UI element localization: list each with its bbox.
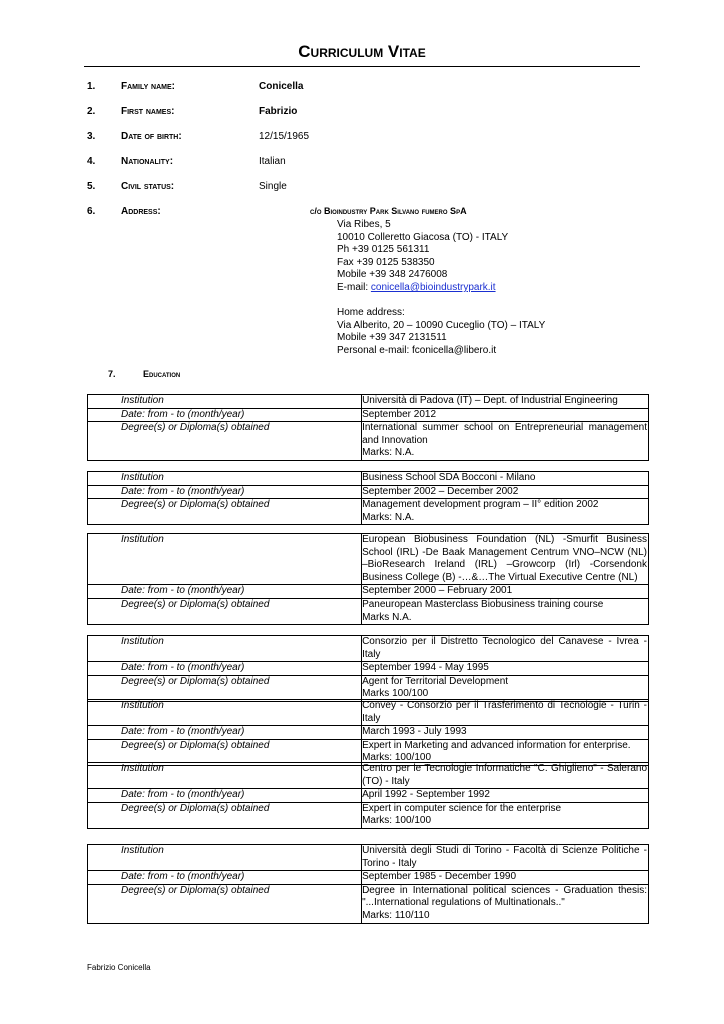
education-row-degree [88,802,648,828]
address-block [337,219,545,358]
row-value: September 1994 - May 1995 [361,662,648,675]
field-label: First names: [121,106,175,117]
education-entry [87,394,649,461]
row-value: September 2002 – December 2002 [361,486,648,499]
row-label: Date: from - to (month/year) [121,408,245,420]
row-label: Degree(s) or Diploma(s) obtained [121,422,270,434]
row-value-line: European Biobusiness Foundation (NL) -Smurfit Business School (IRL) -De Baak Management Centrum VNO–NCW (NL) –BioResearch Ireland (IRL) –Growcorp (Irl) -Corsendonk Business College (B) -…&…The Virtual Executive Centre (NL) [362,534,647,583]
home-address-street: Via Alberito, 20 – 10090 Cuceglio (TO) – ITALY [337,319,546,331]
row-value-line: Expert in Marketing and advanced information for enterprise. [362,739,631,751]
education-heading [108,369,181,379]
address-spacer [337,295,545,308]
row-label: Date: from - to (month/year) [121,585,245,597]
address-fax: Fax +39 0125 538350 [337,256,435,268]
row-value [361,422,648,460]
home-address-label: Home address: [337,307,405,319]
field-label: Nationality: [121,156,174,167]
field-value: Italian [259,156,286,167]
field-number: 2. [87,106,96,117]
education-row-date [88,788,648,802]
row-label: Institution [121,636,164,647]
row-value [361,472,648,485]
education-row-date [88,725,648,739]
education-entry [87,844,649,924]
row-value-line: Expert in computer science for the enterprise [362,802,562,814]
row-label: Degree(s) or Diploma(s) obtained [121,884,270,896]
education-entry [87,699,649,766]
education-row-degree [88,498,648,524]
row-value-line: Marks: 100/100 [362,752,432,764]
row-label: Institution [121,534,164,545]
row-label: Institution [121,763,164,774]
row-value [361,599,648,624]
row-value-line: Consorzio per il Distretto Tecnologico del Canavese - Ivrea - Italy [362,636,647,660]
field-number: 5. [87,181,96,192]
row-label: Date: from - to (month/year) [121,485,245,497]
row-value-line: Convey - Consorzio per il Trasferimento di Tecnologie - Turin - Italy [362,700,647,724]
education-entry [87,533,649,625]
row-value [361,845,648,870]
field-number: 4. [87,156,96,167]
row-label: Institution [121,472,164,483]
education-row-date [88,584,648,598]
field-number: 1. [87,81,96,92]
education-row-date [88,408,648,422]
field-nationality [87,156,647,170]
address-phone: Ph +39 0125 561311 [337,244,430,256]
row-value-line: Marks 100/100 [362,688,429,700]
row-label: Date: from - to (month/year) [121,789,245,801]
address-email-line [337,282,545,295]
education-row-degree [88,598,648,624]
row-value-line: Paneuropean Masterclass Biobusiness training course [362,598,604,610]
field-label: Civil status: [121,181,175,192]
education-row-institution [88,472,648,485]
row-label: Institution [121,395,164,406]
email-link[interactable]: conicella@bioindustrypark.it [370,281,496,293]
row-label: Date: from - to (month/year) [121,662,245,674]
row-value-line: Marks: N.A. [362,447,415,459]
row-value: September 2000 – February 2001 [361,585,648,598]
education-entry [87,635,649,702]
education-entry [87,762,649,829]
footer-author: Fabrizio Conicella [87,963,151,972]
row-value-line: Centro per le Tecnologie Informatiche "C. Ghiglieno" - Salerano (TO) - Italy [362,763,647,787]
address-street: Via Ribes, 5 [337,219,391,230]
row-label: Degree(s) or Diploma(s) obtained [121,598,270,610]
field-value: Single [259,181,287,192]
education-row-institution [88,700,648,725]
field-first-names [87,106,647,120]
row-value-line: Marks: 100/100 [362,815,432,827]
row-label: Degree(s) or Diploma(s) obtained [121,802,270,814]
personal-email: Personal e-mail: fconicella@libero.it [337,344,497,356]
row-value: September 1985 - December 1990 [361,871,648,884]
section-label: Education [143,369,181,379]
row-value-line: Degree in International political sciences - Graduation thesis: "...International regulations of Multinationals.." [362,884,647,909]
row-value-line: International summer school on Entrepreneurial management and Innovation [362,422,647,446]
row-value-line: Management development program – II° edition 2002 [362,499,599,511]
field-label: Date of birth: [121,131,182,142]
row-value [361,534,648,584]
education-row-degree [88,675,648,701]
row-value-line: Business School SDA Bocconi - Milano [362,472,536,483]
row-label: Degree(s) or Diploma(s) obtained [121,675,270,687]
field-number: 3. [87,131,96,142]
education-row-date [88,485,648,499]
row-value: September 2012 [361,409,648,422]
row-label: Institution [121,845,164,856]
education-entry [87,471,649,525]
row-value: March 1993 - July 1993 [361,726,648,739]
row-value [361,885,648,923]
row-label: Degree(s) or Diploma(s) obtained [121,499,270,511]
field-label: Family name: [121,81,175,92]
education-row-date [88,661,648,675]
row-label: Degree(s) or Diploma(s) obtained [121,739,270,751]
field-value: Fabrizio [259,106,298,117]
education-row-institution [88,395,648,408]
address-company: c/o Bioindustry Park Silvano fumero SpA [310,206,467,216]
row-label: Date: from - to (month/year) [121,726,245,738]
row-value [361,395,648,408]
education-row-degree [88,884,648,923]
email-label: E-mail: [337,281,371,293]
field-value: Conicella [259,81,304,92]
row-value [361,499,648,524]
field-label: Address: [121,206,161,217]
section-number: 7. [108,369,116,379]
row-value [361,763,648,788]
education-row-institution [88,845,648,870]
title-divider [84,66,640,67]
row-value-line: Marks: N.A. [362,511,415,523]
row-value-line: Università degli Studi di Torino - Facoltà di Scienze Politiche - Torino - Italy [362,845,647,869]
row-value-line: Marks N.A. [362,611,412,623]
field-civil-status [87,181,647,195]
row-value-line: Marks: 110/110 [362,909,430,921]
row-value [361,636,648,661]
field-date-of-birth [87,131,647,145]
address-city: 10010 Colleretto Giacosa (TO) - ITALY [337,231,509,243]
row-value-line: Agent for Territorial Development [362,675,509,687]
row-value [361,676,648,701]
education-row-institution [88,534,648,584]
row-value-line: Università di Padova (IT) – Dept. of Industrial Engineering [362,395,618,406]
education-row-institution [88,636,648,661]
education-row-institution [88,763,648,788]
education-row-degree [88,421,648,460]
field-family-name [87,81,647,95]
row-value: April 1992 - September 1992 [361,789,648,802]
education-row-date [88,870,648,884]
row-value [361,700,648,725]
field-number: 6. [87,206,96,217]
field-value: 12/15/1965 [259,131,310,142]
row-label: Institution [121,700,164,711]
home-address-mobile: Mobile +39 347 2131511 [337,332,447,344]
row-value [361,803,648,828]
address-mobile: Mobile +39 348 2476008 [337,269,448,281]
page-title: Curriculum Vitae [298,42,426,61]
row-label: Date: from - to (month/year) [121,871,245,883]
